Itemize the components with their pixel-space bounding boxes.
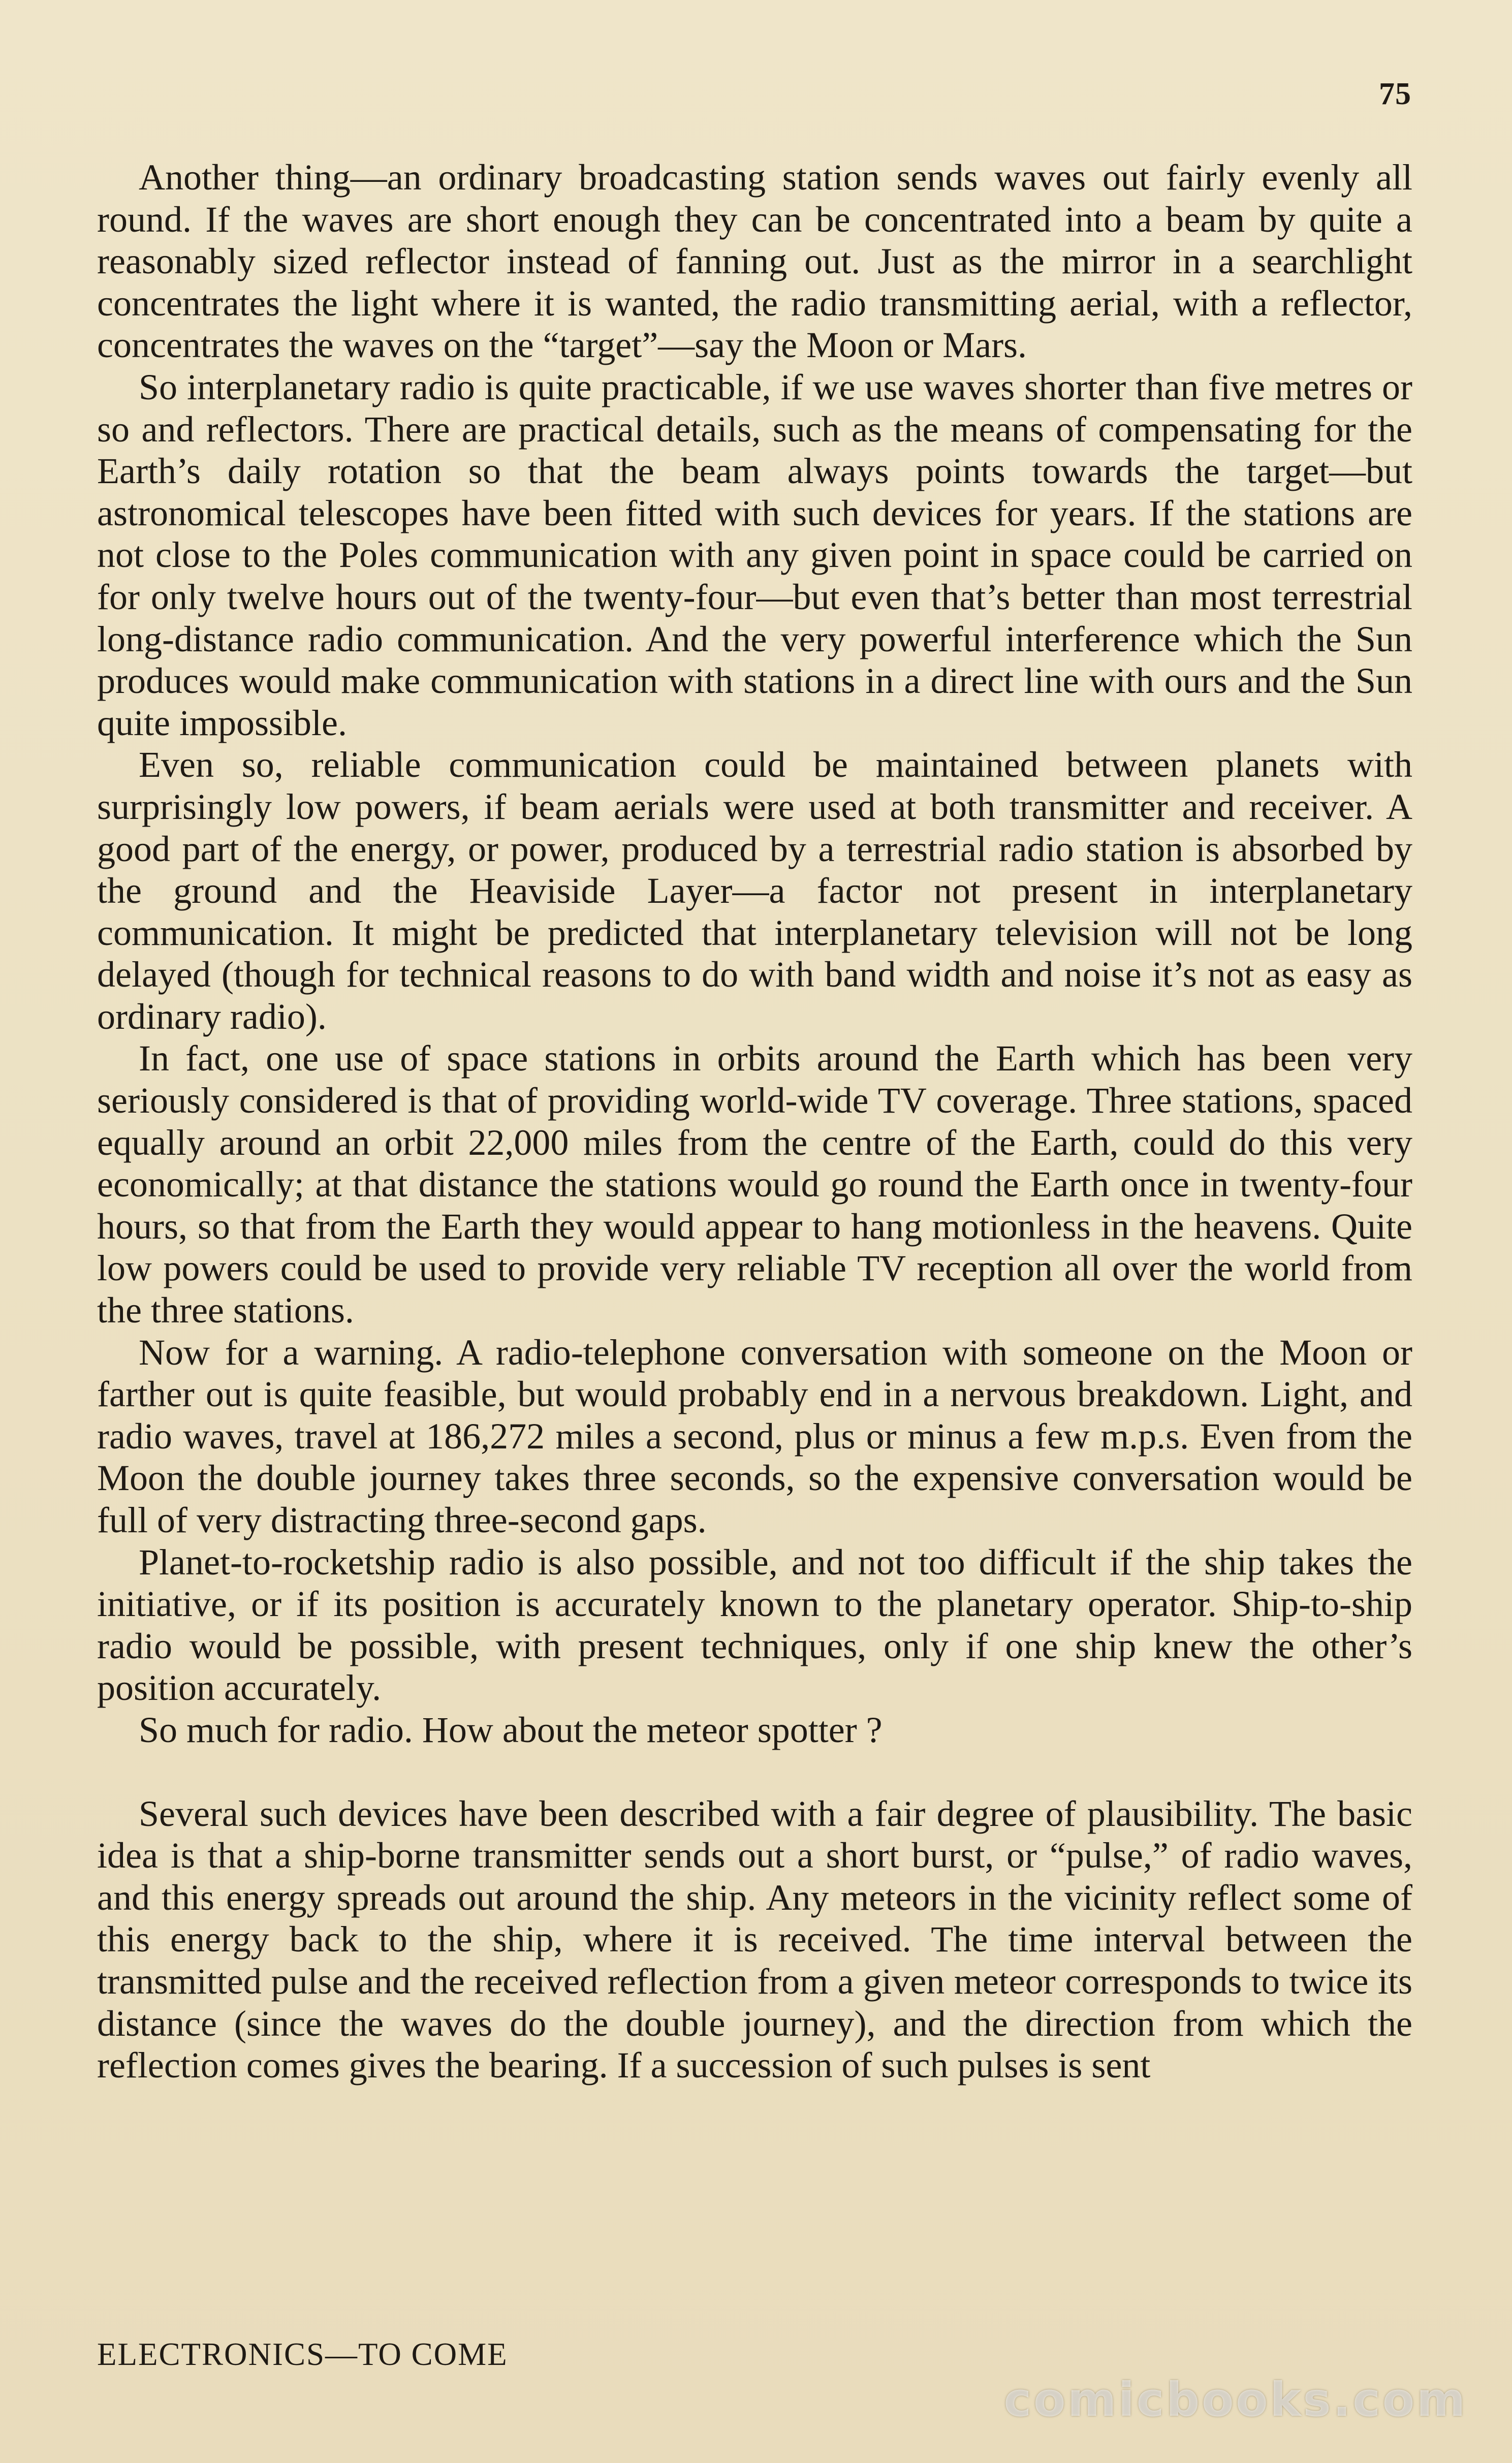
paragraph-6: Planet-to-rocketship radio is also possible, and not too difficult if the ship takes the initiative, or if its position is accurately known to the planetary operator. Ship-to-ship radio would be possible, with present techniques, only if one ship knew the other’s position accurately. (97, 1541, 1412, 1709)
section-break (97, 1751, 1412, 1793)
watermark-logo: comicbooks.com (1003, 2373, 1467, 2427)
paragraph-7: So much for radio. How about the meteor spotter ? (139, 1709, 883, 1750)
paragraph-5: Now for a warning. A radio-telephone conversation with someone on the Moon or farther out is quite feasible, but would probably end in a nervous breakdown. Light, and radio waves, travel at 186,272 miles a second, plus or minus a few m.p.s. Even from the Moon the double journey takes three seconds, so the expensive conversation would be full of very distracting three-second gaps. (97, 1332, 1412, 1540)
body-text (97, 156, 1412, 2087)
paragraph-8: Several such devices have been described with a fair degree of plausibility. The basic idea is that a ship-borne transmitter sends out a short burst, or “pulse,” of radio waves, and this energy spreads out around the ship. Any meteors in the vicinity reflect some of this energy back to the ship, where it is received. The time interval between the transmitted pulse and the received reflection from a given meteor corresponds to twice its distance (since the waves do the double journey), and the direction from which the reflection comes gives the bearing. If a succession of such pulses is sent (97, 1793, 1412, 2086)
paragraph-4: In fact, one use of space stations in orbits around the Earth which has been very seriously considered is that of providing world-wide TV coverage. Three stations, spaced equally around an orbit 22,000 miles from the centre of the Earth, could do this very economically; at that distance the stations would go round the Earth once in twenty-four hours, so that from the Earth they would appear to hang motionless in the heavens. Quite low powers could be used to provide very reliable TV reception all over the world from the three stations. (97, 1038, 1412, 1331)
page-number: 75 (1379, 77, 1411, 111)
running-foot: ELECTRONICS—TO COME (97, 2336, 508, 2372)
paragraph-3: Even so, reliable communication could be maintained between planets with surprisingly low powers, if beam aerials were used at both transmitter and receiver. A good part of the energy, or power, produced by a terrestrial radio station is absorbed by the ground and the Heaviside Layer—a factor not present in interplanetary communication. It might be predicted that interplanetary television will not be long delayed (though for technical reasons to do with band width and noise it’s not as easy as ordinary radio). (97, 744, 1412, 1037)
paragraph-2: So interplanetary radio is quite practicable, if we use waves shorter than five metres or so and reflectors. There are practical details, such as the means of compensating for the Earth’s daily rotation so that the beam always points towards the target—but astronomical telescopes have been fitted with such devices for years. If the stations are not close to the Poles communication with any given point in space could be carried on for only twelve hours out of the twenty-four—but even that’s better than most terrestrial long-distance radio communication. And the very powerful interference which the Sun produces would make communication with stations in a direct line with ours and the Sun quite impossible. (97, 366, 1412, 743)
paragraph-1: Another thing—an ordinary broadcasting station sends waves out fairly evenly all round. If the waves are short enough they can be concentrated into a beam by quite a reasonably sized reflector instead of fanning out. Just as the mirror in a searchlight concentrates the light where it is wanted, the radio transmitting aerial, with a reflector, concentrates the waves on the “target”—say the Moon or Mars. (97, 157, 1412, 366)
